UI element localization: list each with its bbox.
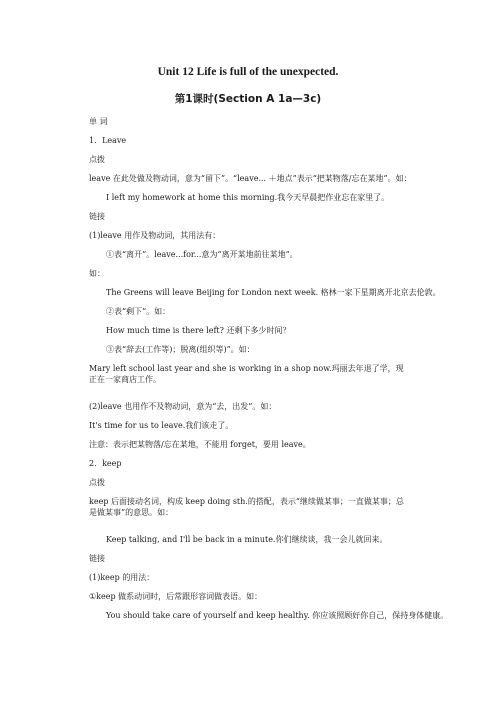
paragraph: (1)keep 的用法： [89, 573, 155, 582]
example-sentence: It's time for us to leave.我们该走了。 [89, 421, 234, 430]
paragraph: ①表“离开”。leave...for...意为“离开某地前往某地”。 [106, 250, 298, 259]
item-heading: 2．keep [89, 459, 122, 468]
unit-title: Unit 12 Life is full of the unexpected. [157, 66, 339, 78]
paragraph: 注意：表示把某物落/忘在某地，不能用 forget，要用 leave。 [89, 440, 311, 449]
item-heading: 1．Leave [89, 136, 127, 145]
paragraph: (2)leave 也用作不及物动词，意为“去，出发”。如： [89, 402, 277, 411]
paragraph: (1)leave 用作及物动词，其用法有： [89, 231, 221, 240]
example-sentence: I left my homework at home this morning.我今天早晨把作业忘在家里了。 [106, 193, 390, 202]
note-label: 点拨 [89, 478, 105, 487]
lesson-subtitle: 第1课时(Section A 1a—3c) [174, 93, 322, 105]
example-sentence: The Greens will leave Beijing for London next week. 格林一家下星期离开北京去伦敦。 [106, 288, 441, 297]
paragraph: 如： [89, 269, 105, 278]
paragraph: keep 后面接动名词，构成 keep doing sth.的搭配，表示“继续做某事；一直做某事；总是做某事”的意思。如： [89, 497, 404, 517]
link-label: 链接 [89, 212, 105, 221]
section-heading: 单 词 [89, 117, 108, 126]
link-label: 链接 [89, 554, 105, 563]
paragraph: leave 在此处做及物动词，意为“留下”。“leave... ＋地点”表示“把某物落/忘在某地”。如： [89, 174, 412, 183]
example-sentence: Mary left school last year and she is working in a shop now.玛丽去年退了学，现正在一家商店工作。 [89, 364, 404, 384]
paragraph: ②表“剩下”。如： [106, 307, 171, 316]
paragraph: ③表“辞去(工作等)；脱离(组织等)”。如： [106, 345, 255, 354]
paragraph: ①keep 做系动词时，后常跟形容词做表语。如： [89, 592, 263, 601]
example-sentence: Keep talking, and I'll be back in a minute.你们继续谈，我一会儿就回来。 [106, 535, 388, 544]
example-sentence: How much time is there left? 还剩下多少时间？ [106, 326, 291, 335]
example-sentence: You should take care of yourself and keep healthy. 你应该照顾好你自己，保持身体健康。 [106, 611, 449, 620]
note-label: 点拨 [89, 155, 105, 164]
